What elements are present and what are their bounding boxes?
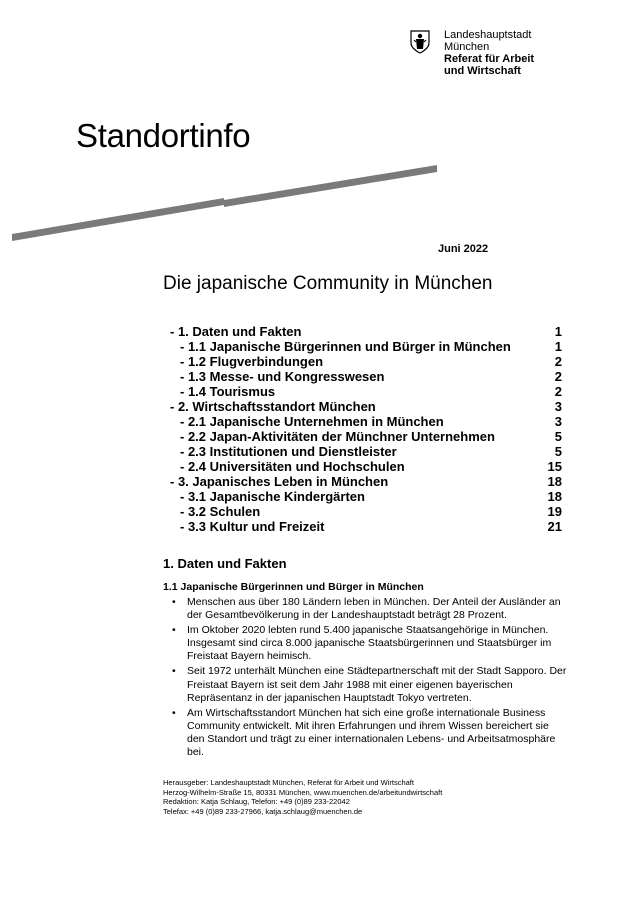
org-line-2: München (444, 41, 490, 53)
list-item (163, 624, 568, 663)
bullet-list (163, 596, 568, 761)
toc-entry[interactable] (170, 504, 562, 519)
toc-label: - 3.3 Kultur und Freizeit (180, 519, 325, 534)
toc-label: - 1.4 Tourismus (180, 384, 276, 399)
toc-label: - 1.2 Flugverbindungen (180, 354, 324, 369)
toc-entry[interactable] (170, 369, 562, 384)
toc-entry[interactable] (170, 354, 562, 369)
toc-label: - 2.1 Japanische Unternehmen in München (180, 414, 444, 429)
toc-label: - 3.1 Japanische Kindergärten (180, 489, 365, 504)
list-item-text: Im Oktober 2020 lebten rund 5.400 japanische Staatsangehörige in München. Insgesamt sind circa 8.000 japanische Staatsbürgerinnen und Staatsbürger im Freistaat Bayern heimisch. (187, 624, 552, 663)
main-title: Die japanische Community in München (163, 273, 493, 294)
toc-page: 1 (554, 324, 562, 339)
toc-entry[interactable] (170, 459, 562, 474)
toc-page: 2 (554, 354, 562, 369)
toc-entry[interactable] (170, 444, 562, 459)
table-of-contents (170, 324, 562, 534)
toc-entry[interactable] (170, 489, 562, 504)
toc-page: 21 (547, 519, 562, 534)
toc-entry[interactable] (170, 519, 562, 534)
toc-page: 1 (554, 339, 562, 354)
toc-entry[interactable] (170, 474, 562, 489)
toc-page: 3 (554, 414, 562, 429)
imprint-line-2: Herzog-Wilhelm-Straße 15, 80331 München, www.muenchen.de/arbeitundwirtschaft (163, 787, 443, 797)
toc-label: - 3.2 Schulen (180, 504, 261, 519)
toc-entry[interactable] (170, 429, 562, 444)
toc-page: 15 (547, 459, 562, 474)
toc-label: - 2.4 Universitäten und Hochschulen (180, 459, 405, 474)
list-item-text: Menschen aus über 180 Ländern leben in München. Der Anteil der Ausländer an der Gesamtbevölkerung in der Landeshauptstadt beträgt 28 Prozent. (187, 596, 561, 622)
toc-entry[interactable] (170, 339, 562, 354)
org-line-1: Landeshauptstadt (444, 29, 532, 41)
imprint-line-4: Telefax: +49 (0)89 233-27966, katja.schlaug@muenchen.de (163, 806, 363, 816)
toc-label: - 1.1 Japanische Bürgerinnen und Bürger in München (180, 339, 511, 354)
list-item (163, 707, 568, 759)
toc-page: 2 (554, 384, 562, 399)
toc-label: - 1.3 Messe- und Kongresswesen (180, 369, 385, 384)
list-item (163, 665, 568, 704)
publisher-block (444, 29, 534, 77)
toc-page: 5 (554, 429, 562, 444)
bullet-icon: • (172, 665, 176, 678)
toc-entry[interactable] (170, 324, 562, 339)
toc-page: 19 (547, 504, 562, 519)
toc-page: 5 (554, 444, 562, 459)
toc-page: 18 (547, 474, 562, 489)
bullet-icon: • (172, 596, 176, 608)
toc-page: 18 (547, 489, 562, 504)
imprint (163, 778, 442, 816)
toc-label: - 2.3 Institutionen und Dienstleister (180, 444, 397, 459)
toc-page: 3 (554, 399, 562, 414)
toc-page: 2 (554, 369, 562, 384)
list-item-text: Seit 1972 unterhält München eine Städtepartnerschaft mit der Stadt Sapporo. Der Freistaat Bayern ist seit dem Jahr 1988 mit einer eigenen bayerischen Repräsentanz in der japanischen Hauptstadt Tokyo vertreten. (187, 665, 567, 704)
publication-date: Juni 2022 (438, 243, 489, 255)
imprint-line-1: Herausgeber: Landeshauptstadt München, Referat für Arbeit und Wirtschaft (163, 778, 414, 787)
toc-label: - 2.2 Japan-Aktivitäten der Münchner Unternehmen (180, 429, 495, 444)
toc-label: - 2. Wirtschaftsstandort München (170, 399, 376, 414)
munich-coat-of-arms-icon (410, 30, 430, 54)
toc-entry[interactable] (170, 414, 562, 429)
toc-entry[interactable] (170, 399, 562, 414)
bullet-icon: • (172, 706, 176, 719)
toc-label: - 3. Japanisches Leben in München (170, 474, 389, 489)
toc-entry[interactable] (170, 384, 562, 399)
imprint-line-3: Redaktion: Katja Schlaug, Telefon: +49 (0)89 233-22042 (163, 797, 350, 807)
list-item (163, 596, 568, 622)
list-item-text: Am Wirtschaftsstandort München hat sich eine große internationale Business Community entwickelt. Mit ihren Erfahrungen und ihrem Wissen bereichert sie den Standort und trägt zu einer internationalen Lebens- und Arbeitsatmosphäre bei. (187, 706, 556, 759)
subsection-heading: 1.1 Japanische Bürgerinnen und Bürger in München (163, 581, 424, 593)
org-line-3: Referat für Arbeit (444, 53, 535, 65)
bullet-icon: • (172, 624, 176, 637)
section-heading: 1. Daten und Fakten (163, 556, 287, 571)
decorative-stripes (0, 150, 642, 250)
toc-label: - 1. Daten und Fakten (170, 324, 302, 339)
org-line-4: und Wirtschaft (444, 65, 521, 77)
document-title: Standortinfo (76, 117, 251, 154)
